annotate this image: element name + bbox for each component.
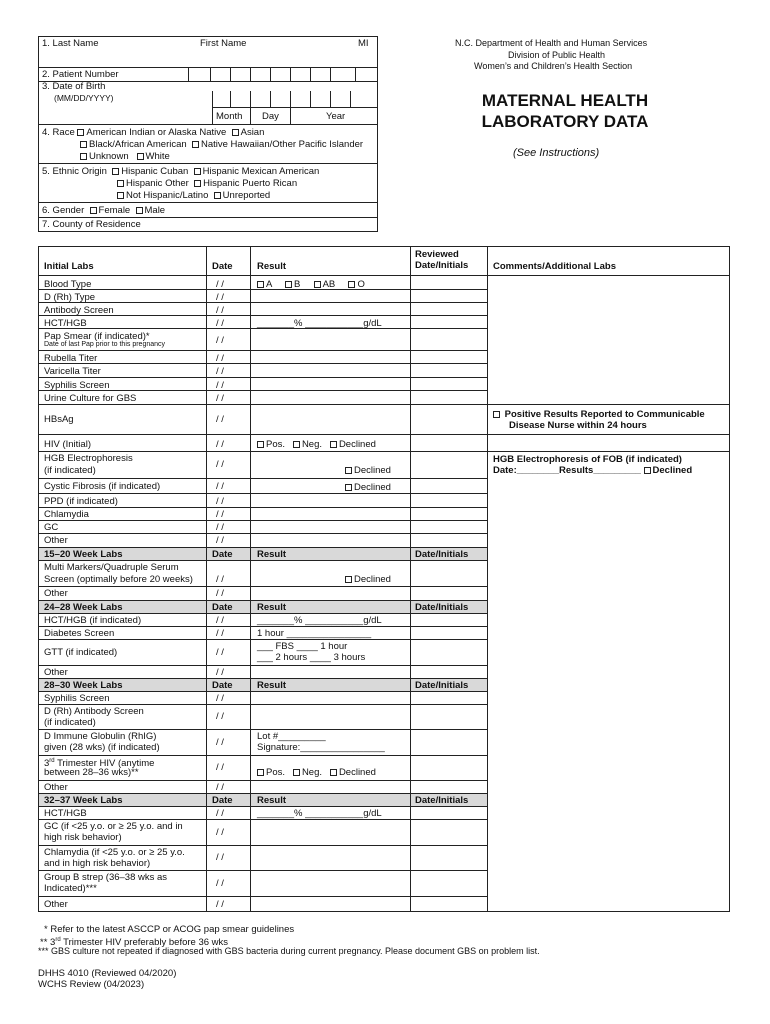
row-rh-ab-2: (if indicated) (44, 717, 96, 728)
dob-format: (MM/DD/YYYY) (54, 93, 114, 103)
race-checkbox-2[interactable] (232, 129, 239, 136)
date-other-4[interactable]: / / (216, 782, 224, 793)
male-checkbox[interactable] (136, 207, 143, 214)
section-28-30-di: Date/Initials (415, 680, 469, 691)
date-other-5[interactable]: / / (216, 899, 224, 910)
date-multi[interactable]: / / (216, 574, 224, 585)
fob-declined-checkbox[interactable] (644, 467, 651, 474)
hgb-e-declined (345, 465, 391, 476)
eth-option-1: Hispanic Cuban (121, 166, 189, 177)
date-urine[interactable]: / / (216, 393, 224, 404)
fob-date (493, 465, 692, 476)
race-checkbox-3[interactable] (80, 141, 87, 148)
date-hct-ind[interactable]: / / (216, 615, 224, 626)
eth-checkbox-6[interactable] (214, 192, 221, 199)
day-label: Day (262, 111, 279, 122)
date-hct-32[interactable]: / / (216, 808, 224, 819)
agency-line-2: Division of Public Health (508, 50, 606, 60)
row-pap-sub: Date of last Pap prior to this pregnancy (44, 341, 166, 348)
ethnic-line-2 (117, 178, 297, 189)
race-line-3 (80, 151, 170, 162)
eth-option-4: Hispanic Puerto Rican (203, 178, 298, 189)
result-hct[interactable]: _______% ___________g/dL (257, 318, 382, 329)
date-gc[interactable]: / / (216, 522, 224, 533)
instructions-note: (See Instructions) (513, 147, 600, 159)
row-diabetes: Diabetes Screen (44, 628, 115, 639)
hbsag-reported-checkbox[interactable] (493, 411, 500, 418)
date-varicella[interactable]: / / (216, 366, 224, 377)
row-urine: Urine Culture for GBS (44, 393, 137, 404)
section-15-20-di: Date/Initials (415, 549, 469, 560)
section-24-28-result: Result (257, 602, 287, 613)
bt-o-checkbox[interactable] (348, 281, 355, 288)
eth-checkbox-5[interactable] (117, 192, 124, 199)
hiv3-neg: Neg. (301, 767, 323, 778)
month-label: Month (216, 111, 243, 122)
cf-declined (345, 482, 391, 493)
section-28-30: 28–30 Week Labs (44, 680, 123, 691)
page-title-2: LABORATORY DATA (481, 112, 649, 131)
hgb-e-declined-checkbox[interactable] (345, 467, 352, 474)
date-gtt[interactable]: / / (216, 647, 224, 658)
row-hiv: HIV (Initial) (44, 439, 91, 450)
eth-option-3: Hispanic Other (126, 178, 189, 189)
race-option-5: Unknown (89, 151, 129, 162)
ethnic-label: 5. Ethnic Origin (42, 166, 107, 177)
col-reviewed-1: Reviewed (415, 249, 459, 260)
date-pap[interactable]: / / (216, 335, 224, 346)
hbsag-comment-2: Disease Nurse within 24 hours (509, 420, 647, 431)
male-label: Male (144, 205, 166, 216)
section-32-37-date: Date (212, 795, 233, 806)
bt-ab-checkbox[interactable] (314, 281, 321, 288)
date-blood-type[interactable]: / / (216, 279, 224, 290)
dob-label: 3. Date of Birth (42, 81, 106, 92)
col-reviewed-2: Date/Initials (415, 260, 469, 271)
hiv-neg: Neg. (301, 439, 323, 450)
bt-ab: AB (322, 279, 336, 290)
footnote-1: * Refer to the latest ASCCP or ACOG pap smear guidelines (44, 924, 295, 935)
section-28-30-date: Date (212, 680, 233, 691)
multi-declined-text: Declined (354, 574, 391, 585)
section-24-28-di: Date/Initials (415, 602, 469, 613)
hbsag-comment-1: Positive Results Reported to Communicable (504, 409, 705, 420)
col-result: Result (257, 261, 287, 272)
agency-line-1: N.C. Department of Health and Human Services (455, 38, 648, 48)
row-hct: HCT/HGB (44, 318, 87, 329)
race-checkbox-1[interactable] (77, 129, 84, 136)
row-other-4: Other (44, 782, 68, 793)
date-rh-type[interactable]: / / (216, 292, 224, 303)
date-ch32[interactable]: / / (216, 852, 224, 863)
row-antibody: Antibody Screen (44, 305, 114, 316)
cf-declined-text: Declined (354, 482, 391, 493)
result-gtt-1[interactable]: ___ FBS ____ 1 hour (257, 641, 348, 652)
date-syphilis[interactable]: / / (216, 380, 224, 391)
eth-option-5: Not Hispanic/Latino (126, 190, 209, 201)
result-gtt-2[interactable]: ___ 2 hours ____ 3 hours (257, 652, 366, 663)
last-name-label: 1. Last Name (42, 38, 99, 49)
bt-b: B (294, 279, 301, 290)
date-hiv[interactable]: / / (216, 439, 224, 450)
row-multi-2: Screen (optimally before 20 weeks) (44, 574, 193, 585)
first-name-label: First Name (200, 38, 247, 49)
row-rhig-1: D Immune Globulin (RhIG) (44, 731, 157, 742)
result-signature[interactable]: Signature:________________ (257, 742, 385, 753)
date-other-1[interactable]: / / (216, 535, 224, 546)
race-option-1: American Indian or Alaska Native (86, 127, 227, 138)
section-24-28: 24–28 Week Labs (44, 602, 123, 613)
eth-checkbox-4[interactable] (194, 180, 201, 187)
hiv-declined-checkbox[interactable] (330, 441, 337, 448)
section-24-28-date: Date (212, 602, 233, 613)
eth-option-2: Hispanic Mexican American (202, 166, 320, 177)
hiv3-declined-checkbox[interactable] (330, 769, 337, 776)
col-date: Date (212, 261, 233, 272)
row-ch32-2: and in high risk behavior) (44, 858, 151, 869)
hiv-pos: Pos. (266, 439, 286, 450)
row-hiv3-2: between 28–36 wks)** (44, 767, 139, 778)
hiv3-neg-checkbox[interactable] (293, 769, 300, 776)
agency-line-3: Women’s and Children’s Health Section (474, 61, 633, 71)
form-number: DHHS 4010 (Reviewed 04/2020) (38, 968, 177, 979)
hgb-e-declined-text: Declined (354, 465, 391, 476)
row-pap: Pap Smear (if indicated)* (44, 331, 150, 342)
race-checkbox-4[interactable] (192, 141, 199, 148)
hiv3-options (257, 767, 376, 778)
row-other-3: Other (44, 667, 68, 678)
row-hct-32: HCT/HGB (44, 808, 87, 819)
female-checkbox[interactable] (90, 207, 97, 214)
row-blood-type: Blood Type (44, 279, 92, 290)
hiv3-declined: Declined (338, 767, 376, 778)
bt-o: O (357, 279, 365, 290)
date-cf[interactable]: / / (216, 481, 224, 492)
page-title-1: MATERNAL HEALTH (481, 91, 649, 110)
race-checkbox-6[interactable] (137, 153, 144, 160)
row-hgb-e-2: (if indicated) (44, 465, 96, 476)
fob-declined: Declined (652, 465, 693, 476)
result-lot[interactable]: Lot #_________ (257, 731, 326, 742)
patient-number-label: 2. Patient Number (42, 69, 119, 80)
row-ppd: PPD (if indicated) (44, 496, 118, 507)
row-rhig-2: given (28 wks) (if indicated) (44, 742, 160, 753)
race-option-3: Black/African American (89, 139, 187, 150)
result-hct-ind[interactable]: _______% ___________g/dL (257, 615, 382, 626)
hiv-neg-checkbox[interactable] (293, 441, 300, 448)
section-15-20: 15–20 Week Labs (44, 549, 123, 560)
row-other-2: Other (44, 588, 68, 599)
date-hbsag[interactable]: / / (216, 414, 224, 425)
col-initial-labs: Initial Labs (44, 261, 94, 272)
row-rh-type: D (Rh) Type (44, 292, 96, 303)
col-comments: Comments/Additional Labs (493, 261, 616, 272)
ethnic-line-1 (42, 166, 319, 177)
gender-label: 6. Gender (42, 205, 85, 216)
row-rubella: Rubella Titer (44, 353, 98, 364)
row-hbsag: HBsAg (44, 414, 74, 425)
section-32-37-di: Date/Initials (415, 795, 469, 806)
row-cf: Cystic Fibrosis (if indicated) (44, 481, 161, 492)
footnote-3: *** GBS culture not repeated if diagnosed with GBS bacteria during current pregnancy. Please document GBS on problem list. (38, 946, 540, 956)
bt-a-checkbox[interactable] (257, 281, 264, 288)
race-text: 4. Race (42, 127, 75, 138)
multi-declined-checkbox[interactable] (345, 576, 352, 583)
eth-option-6: Unreported (222, 190, 271, 201)
hiv3-pos-checkbox[interactable] (257, 769, 264, 776)
bt-b-checkbox[interactable] (285, 281, 292, 288)
date-gbs[interactable]: / / (216, 878, 224, 889)
date-rh-ab[interactable]: / / (216, 711, 224, 722)
hbsag-comment (493, 409, 705, 420)
hiv-options (257, 439, 376, 450)
date-hct[interactable]: / / (216, 318, 224, 329)
hiv-pos-checkbox[interactable] (257, 441, 264, 448)
row-gc32-2: high risk behavior) (44, 832, 122, 843)
row-gbs-1: Group B strep (36–38 wks as (44, 872, 168, 883)
gender-line (42, 205, 165, 216)
row-gbs-2: Indicated)*** (44, 883, 97, 894)
row-hgb-e-1: HGB Electrophoresis (44, 453, 133, 464)
date-chlamydia[interactable]: / / (216, 509, 224, 520)
row-varicella: Varicella Titer (44, 366, 101, 377)
date-gc32[interactable]: / / (216, 827, 224, 838)
result-diabetes[interactable]: 1 hour ________________ (257, 628, 372, 639)
date-rhig[interactable]: / / (216, 737, 224, 748)
date-hgb-e[interactable]: / / (216, 459, 224, 470)
section-15-20-result: Result (257, 549, 287, 560)
date-hiv3[interactable]: / / (216, 762, 224, 773)
race-label (42, 127, 264, 138)
row-ch32-1: Chlamydia (if <25 y.o. or ≥ 25 y.o. (44, 847, 185, 858)
row-gtt: GTT (if indicated) (44, 647, 118, 658)
footnote-2: ** 3rd Trimester HIV preferably before 36 wks (40, 937, 229, 949)
wchs-review: WCHS Review (04/2023) (38, 979, 145, 990)
row-multi-1: Multi Markers/Quadruple Serum (44, 562, 179, 573)
year-label: Year (326, 111, 346, 122)
date-rubella[interactable]: / / (216, 353, 224, 364)
mi-label: MI (358, 38, 369, 49)
row-other-5: Other (44, 899, 68, 910)
female-label: Female (98, 205, 131, 216)
race-option-6: White (145, 151, 170, 162)
result-hct-32[interactable]: _______% ___________g/dL (257, 808, 382, 819)
eth-checkbox-2[interactable] (194, 168, 201, 175)
date-diabetes[interactable]: / / (216, 628, 224, 639)
row-syphilis: Syphilis Screen (44, 380, 110, 391)
date-syphilis-2[interactable]: / / (216, 693, 224, 704)
eth-checkbox-3[interactable] (117, 180, 124, 187)
date-antibody[interactable]: / / (216, 305, 224, 316)
row-gc32-1: GC (if <25 y.o. or ≥ 25 y.o. and in (44, 821, 183, 832)
row-syphilis-2: Syphilis Screen (44, 693, 110, 704)
county-label: 7. County of Residence (42, 219, 141, 230)
row-rh-ab-1: D (Rh) Antibody Screen (44, 706, 144, 717)
date-other-3[interactable]: / / (216, 667, 224, 678)
cf-declined-checkbox[interactable] (345, 484, 352, 491)
row-other-1: Other (44, 535, 68, 546)
row-gc: GC (44, 522, 59, 533)
row-hiv3-1: 3rd Trimester HIV (anytime (44, 758, 155, 770)
blood-type-options (257, 279, 365, 290)
eth-checkbox-1[interactable] (112, 168, 119, 175)
section-15-20-date: Date (212, 549, 233, 560)
hiv-declined: Declined (338, 439, 376, 450)
hiv3-pos: Pos. (266, 767, 286, 778)
section-32-37: 32–37 Week Labs (44, 795, 123, 806)
race-checkbox-5[interactable] (80, 153, 87, 160)
date-other-2[interactable]: / / (216, 588, 224, 599)
multi-declined (345, 574, 391, 585)
race-option-4: Native Hawaiian/Other Pacific Islander (200, 139, 364, 150)
row-hct-ind: HCT/HGB (if indicated) (44, 615, 142, 626)
bt-a: A (266, 279, 272, 290)
race-line-2 (80, 139, 363, 150)
race-option-2: Asian (240, 127, 265, 138)
section-32-37-result: Result (257, 795, 287, 806)
ethnic-line-3 (117, 190, 270, 201)
section-28-30-result: Result (257, 680, 287, 691)
fob-title: HGB Electrophoresis of FOB (if indicated) (493, 454, 682, 465)
fob-date-text: Date:________Results_________ (493, 465, 641, 476)
date-ppd[interactable]: / / (216, 496, 224, 507)
row-chlamydia: Chlamydia (44, 509, 89, 520)
